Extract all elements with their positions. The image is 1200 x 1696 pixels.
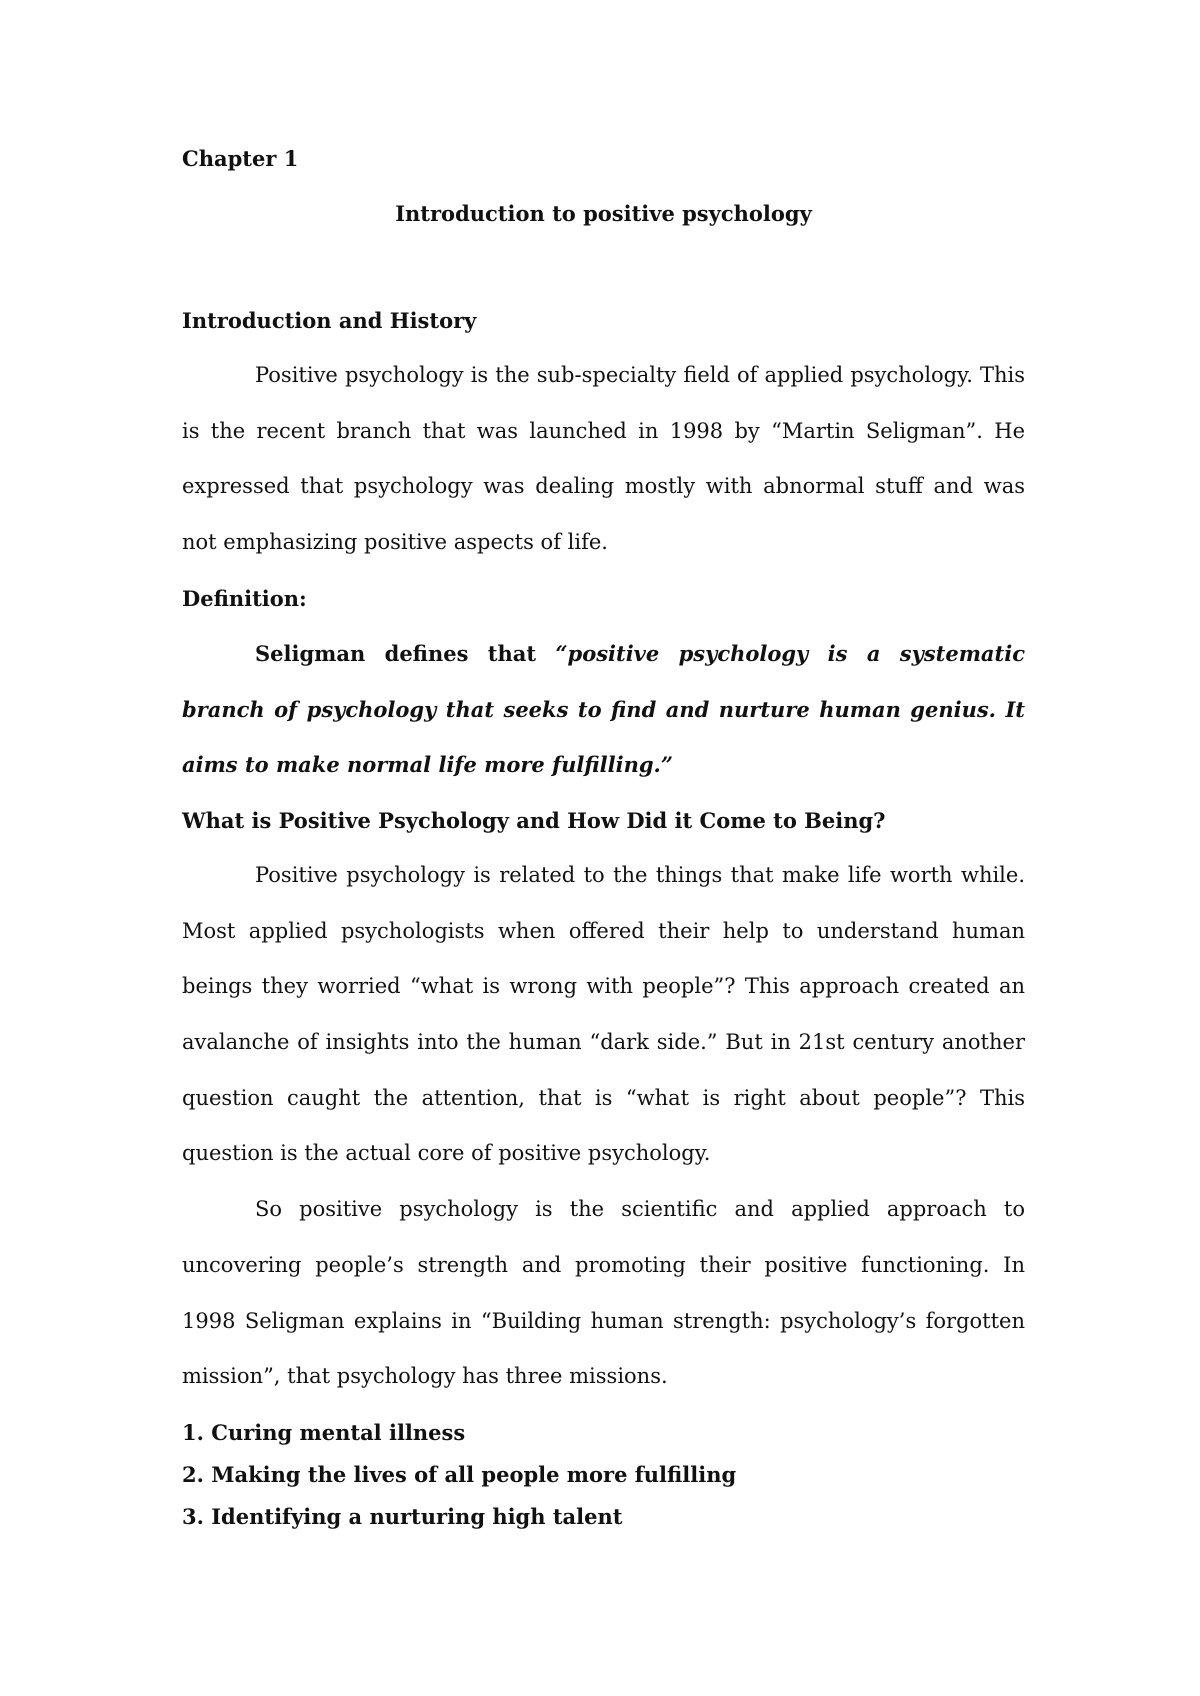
section-heading-what-is: What is Positive Psychology and How Did it Come to Being? [182, 807, 886, 833]
paragraph-introduction: Positive psychology is the sub-specialty field of applied psychology. This is the recent branch that was launched in 1998 by “Martin Seligman”. He expressed that psychology was dealing mostly with abnormal stuff and was not emphasizing positive aspects of life. [182, 363, 1025, 555]
quote-text: “positive psychology is a systematic branch of psychology that seeks to find and nurture human genius. It aims to make normal life more fulfilling.” [182, 640, 1025, 778]
chapter-label: Chapter 1 [182, 146, 299, 171]
section-heading-introduction: Introduction and History [182, 308, 477, 333]
paragraph-what-is-1: Positive psychology is related to the things that make life worth while. Most applied psychologists when offered their help to understand human beings they worried “what is wrong with people”? This approach created an avalanche of insights into the human “dark side.” But in 21st century another question caught the attention, that is “what is right about people”? This question is the actual core of positive psychology. [182, 862, 1025, 1166]
list-item: 2. Making the lives of all people more fulfilling [182, 1461, 737, 1487]
section-heading-definition: Definition: [182, 585, 307, 611]
page-content [182, 145, 1025, 1545]
missions-list [182, 1419, 1025, 1545]
section-spacer [182, 255, 1025, 307]
list-item: 1. Curing mental illness [182, 1419, 466, 1445]
chapter-title: Introduction to positive psychology [395, 201, 812, 226]
quote-lead: Seligman defines that [255, 640, 556, 666]
definition-quote [182, 626, 1025, 793]
paragraph-what-is-2: So positive psychology is the scientific and applied approach to uncovering people’s strength and promoting their positive functioning. In 1998 Seligman explains in “Building human strength: psychology’s forgotten mission”, that psychology has three missions. [182, 1197, 1025, 1389]
list-item: 3. Identifying a nurturing high talent [182, 1503, 623, 1529]
